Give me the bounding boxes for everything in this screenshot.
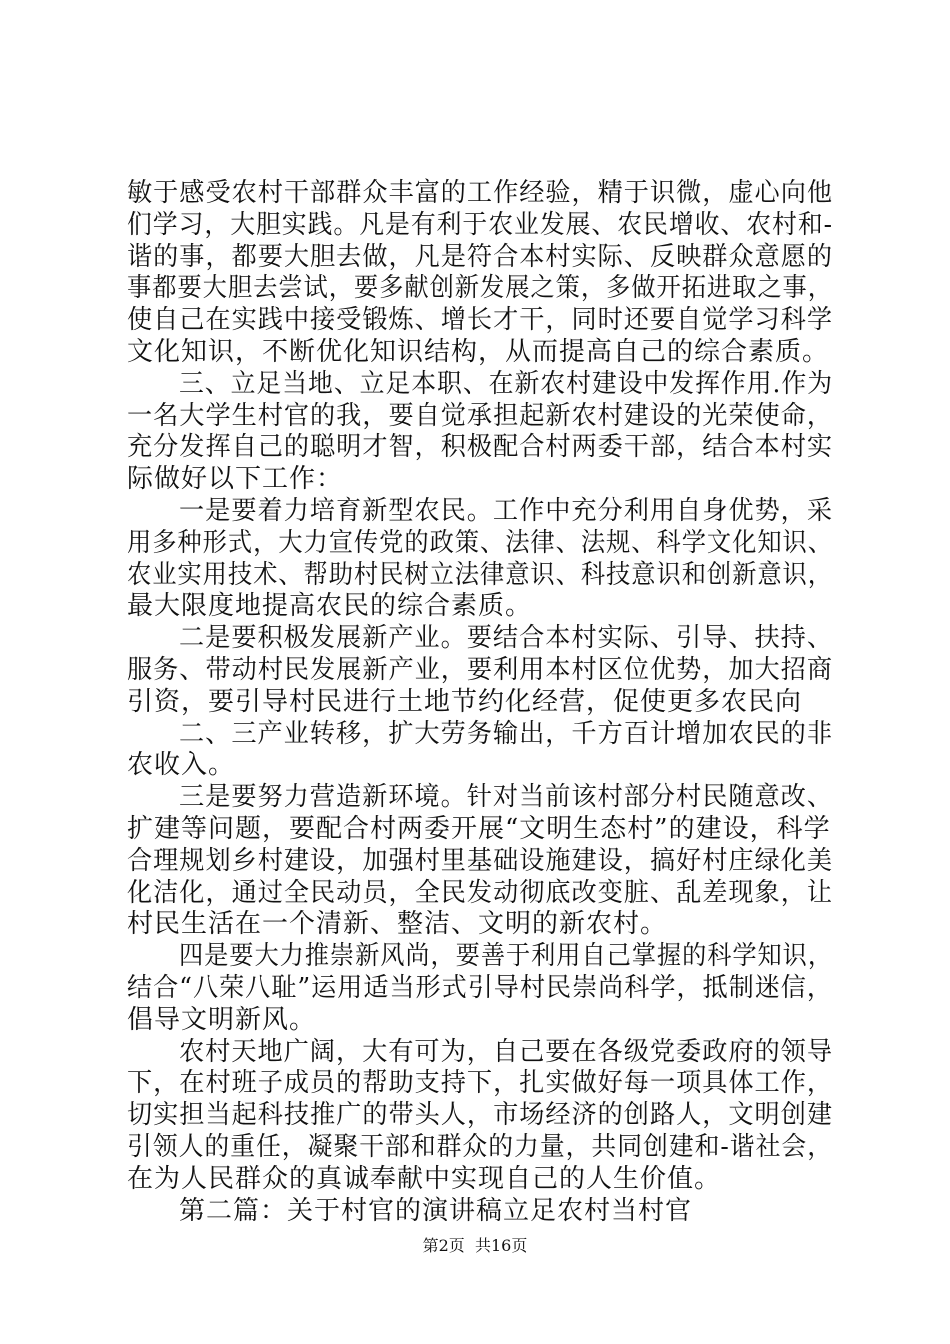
page-footer — [0, 1235, 950, 1257]
text-line: 农业实用技术、帮助村民树立法律意识、科技意识和创新意识， — [127, 559, 833, 590]
text-line: 二是要积极发展新产业。要结合本村实际、引导、扶持、 — [179, 623, 833, 654]
text-line: 引资，要引导村民进行土地节约化经营，促使更多农民向 — [127, 686, 803, 717]
text-line: 引领人的重任，凝聚干部和群众的力量，共同创建和-谐社会， — [127, 1131, 833, 1162]
text-line: 村民生活在一个清新、整洁、文明的新农村。 — [127, 909, 668, 940]
text-line: 用多种形式，大力宣传党的政策、法律、法规、科学文化知识、 — [127, 527, 833, 558]
text-line: 们学习，大胆实践。凡是有利于农业发展、农民增收、农村和- — [127, 209, 833, 240]
text-line: 结合“八荣八耻”运用适当形式引导村民崇尚科学，抵制迷信， — [127, 972, 833, 1003]
text-line: 使自己在实践中接受锻炼、增长才干，同时还要自觉学习科学 — [127, 305, 833, 336]
text-line: 文化知识，不断优化知识结构，从而提高自己的综合素质。 — [127, 336, 830, 367]
text-line: 三是要努力营造新环境。针对当前该村部分村民随意改、 — [179, 782, 833, 813]
text-line: 第二篇：关于村官的演讲稿立足农村当村官 — [179, 1195, 693, 1226]
text-line: 事都要大胆去尝试，要多献创新发展之策，多做开拓进取之事， — [127, 273, 833, 304]
page-number: 第2页 — [422, 1236, 465, 1255]
text-line: 谐的事，都要大胆去做，凡是符合本村实际、反映群众意愿的 — [127, 241, 833, 272]
text-line: 三、立足当地、立足本职、在新农村建设中发挥作用.作为 — [179, 368, 833, 399]
text-line: 合理规划乡村建设，加强村里基础设施建设，搞好村庄绿化美 — [127, 845, 833, 876]
text-line: 一名大学生村官的我，要自觉承担起新农村建设的光荣使命， — [127, 400, 833, 431]
text-line: 一是要着力培育新型农民。工作中充分利用自身优势，采 — [179, 495, 833, 526]
text-line: 化洁化，通过全民动员，全民发动彻底改变脏、乱差现象，让 — [127, 877, 833, 908]
text-line: 敏于感受农村干部群众丰富的工作经验，精于识微，虚心向他 — [127, 178, 833, 208]
text-line: 二、三产业转移，扩大劳务输出，千方百计增加农民的非 — [179, 718, 833, 749]
document-body — [127, 178, 833, 1227]
text-line: 服务、带动村民发展新产业，要利用本村区位优势，加大招商 — [127, 654, 833, 685]
text-line: 农村天地广阔，大有可为，自己要在各级党委政府的领导 — [179, 1036, 833, 1067]
text-line: 四是要大力推崇新风尚，要善于利用自己掌握的科学知识， — [179, 941, 833, 972]
text-line: 最大限度地提高农民的综合素质。 — [127, 591, 533, 622]
text-line: 切实担当起科技推广的带头人，市场经济的创路人，文明创建 — [127, 1100, 833, 1131]
text-line: 充分发挥自己的聪明才智，积极配合村两委干部，结合本村实 — [127, 432, 833, 463]
text-line: 倡导文明新风。 — [127, 1004, 317, 1035]
text-line: 扩建等问题，要配合村两委开展“文明生态村”的建设，科学 — [127, 813, 831, 844]
text-line: 际做好以下工作： — [127, 464, 344, 495]
text-line: 下，在村班子成员的帮助支持下，扎实做好每一项具体工作， — [127, 1068, 833, 1099]
text-line: 农收入。 — [127, 750, 236, 781]
text-line: 在为人民群众的真诚奉献中实现自己的人生价值。 — [127, 1163, 722, 1194]
page-total: 共16页 — [474, 1236, 528, 1255]
